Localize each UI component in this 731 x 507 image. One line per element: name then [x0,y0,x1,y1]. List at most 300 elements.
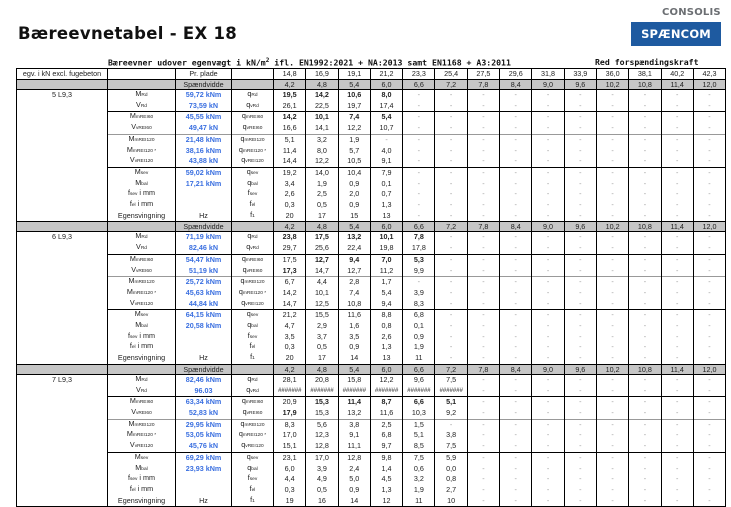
value-cell: - [467,310,499,321]
table-row [17,179,726,190]
value-cell: - [629,408,661,419]
header-value: 14,8 [274,69,306,80]
capacity-value: 20,58 kNm [176,321,232,332]
value-cell: 2,9 [306,321,338,332]
value-cell: 20 [274,353,306,364]
table-row [17,156,726,167]
row-label-sub: mREI60 [135,400,154,406]
value-cell: - [693,123,725,134]
value-cell: 2,4 [338,464,370,475]
row-label-main: Egensvingning [117,353,166,363]
value-cell: - [467,101,499,112]
row-label [108,496,176,507]
value-cell: - [596,408,628,419]
value-cell: - [596,156,628,167]
header-value: 21,2 [370,69,402,80]
row-label-main: M [135,89,142,98]
value-cell: - [596,474,628,485]
value-cell: 4,4 [306,277,338,288]
capacity-value: Hz [176,496,232,507]
value-cell: - [564,179,596,190]
value-cell: 10,1 [370,232,402,243]
q-label [232,179,274,190]
q-label-sub: sev [249,334,258,340]
capacity-value: 38,16 kNm [176,146,232,157]
value-cell: - [500,299,532,310]
value-cell: 3,2 [403,474,435,485]
value-cell: 1,9 [403,342,435,353]
span-value: 10,8 [629,222,661,232]
value-cell: - [596,288,628,299]
value-cell: - [500,288,532,299]
value-cell: - [564,474,596,485]
row-label [108,156,176,167]
span-value: 9,0 [532,222,564,232]
row-label-sub: bal [141,181,148,187]
span-row [17,80,726,90]
value-cell: - [629,232,661,243]
value-cell: - [467,342,499,353]
value-cell: - [661,123,693,134]
value-cell: 6,8 [370,430,402,441]
value-cell: 1,4 [370,464,402,475]
value-cell: - [693,485,725,496]
value-cell: 19,7 [338,101,370,112]
value-cell: - [532,123,564,134]
value-cell: - [661,441,693,452]
value-cell: - [693,397,725,408]
q-label [232,332,274,343]
value-cell: 5,6 [306,419,338,430]
q-label-sub: el [251,345,256,351]
value-cell: - [467,430,499,441]
capacity-value: 29,95 kNm [176,419,232,430]
section-blank [17,299,108,310]
value-cell: - [596,167,628,178]
value-cell: - [435,123,467,134]
value-cell: - [629,123,661,134]
q-label-sub: vRd [250,246,259,252]
value-cell: 19,5 [274,90,306,101]
section-name: 5 L9,3 [17,90,108,101]
value-cell: - [564,464,596,475]
capacity-value [176,332,232,343]
section-blank [17,266,108,277]
value-cell: - [500,167,532,178]
q-label [232,397,274,408]
value-cell: - [532,430,564,441]
value-cell: - [500,232,532,243]
row-label-tail: i mm [135,200,154,209]
span-label: Spændvidde [176,364,232,374]
q-label [232,441,274,452]
row-label [108,441,176,452]
value-cell: 22,4 [338,243,370,254]
value-cell: - [467,408,499,419]
value-cell: - [596,211,628,222]
value-cell: 5,0 [338,474,370,485]
value-cell: 7,5 [435,374,467,385]
q-label [232,342,274,353]
value-cell: - [661,353,693,364]
header-value: 16,9 [306,69,338,80]
value-cell: 12,2 [306,156,338,167]
value-cell: - [693,232,725,243]
q-label-sub: 1 [252,213,255,219]
value-cell: 11 [403,353,435,364]
value-cell: 0,9 [338,200,370,211]
row-label [108,397,176,408]
table-row [17,397,726,408]
section-blank [17,277,108,288]
span-value: 10,2 [596,222,628,232]
q-label [232,374,274,385]
value-cell: - [629,441,661,452]
value-cell: - [403,101,435,112]
value-cell: - [532,386,564,397]
q-label-sub: vREI120 [245,444,264,450]
value-cell: 26,1 [274,101,306,112]
section-blank [17,430,108,441]
q-label-main: q [247,374,252,383]
value-cell: - [532,211,564,222]
row-label-sub: Rd [140,388,147,394]
value-cell: - [403,123,435,134]
row-label-sub: vREI60 [136,268,152,274]
row-label [108,189,176,200]
value-cell: - [596,123,628,134]
row-label [108,374,176,385]
value-cell: 5,7 [338,146,370,157]
value-cell: - [500,266,532,277]
value-cell: 4,7 [274,321,306,332]
section-blank [17,419,108,430]
value-cell: 1,9 [403,485,435,496]
value-cell: - [629,332,661,343]
value-cell: - [693,299,725,310]
table-row [17,277,726,288]
q-label-sub: el [251,487,256,493]
q-label-main: f [249,200,252,209]
value-cell: 1,9 [338,134,370,145]
value-cell: - [661,266,693,277]
value-cell: 2,6 [274,189,306,200]
q-label [232,452,274,463]
row-label-main: V [136,100,141,109]
value-cell: ####### [435,386,467,397]
value-cell: 17,3 [274,266,306,277]
row-label-sub: mREI120 [134,280,155,286]
value-cell: - [661,200,693,211]
value-cell: - [435,146,467,157]
q-label-sub: bal [251,466,258,472]
row-label-sub: Rd [141,235,148,241]
value-cell: 0,6 [403,464,435,475]
value-cell: 15,3 [306,397,338,408]
value-cell: 10,5 [338,156,370,167]
q-label-main: q [241,254,246,263]
value-cell: - [661,332,693,343]
q-label-main: q [241,396,246,406]
value-cell: 5,1 [274,134,306,145]
value-cell: 0,5 [306,200,338,211]
span-value: 10,8 [629,364,661,374]
value-cell: 4,4 [274,474,306,485]
q-label-sub: sev [249,192,258,198]
q-label-main: q [241,441,246,450]
table-body [17,69,726,507]
table-row [17,452,726,463]
value-cell: 0,8 [370,321,402,332]
span-value: 9,6 [564,222,596,232]
span-value: 5,4 [338,80,370,90]
value-cell: 14,2 [274,112,306,123]
row-label [108,386,176,397]
value-cell: - [693,254,725,265]
capacity-value: 43,88 kN [176,156,232,167]
value-cell: - [596,342,628,353]
value-cell: - [693,464,725,475]
capacity-value [176,485,232,496]
span-value: 6,0 [370,80,402,90]
value-cell: - [629,211,661,222]
value-cell: - [661,397,693,408]
value-cell: - [661,419,693,430]
section-blank [17,464,108,475]
span-value: 4,8 [306,364,338,374]
value-cell: - [467,232,499,243]
value-cell: - [564,419,596,430]
span-blank [108,364,176,374]
value-cell: - [435,101,467,112]
row-label [108,321,176,332]
q-label-main: q [242,123,247,132]
value-cell: - [467,419,499,430]
value-cell: - [500,243,532,254]
value-cell: 17,0 [306,452,338,463]
section-blank [17,101,108,112]
value-cell: - [629,452,661,463]
q-label [232,496,274,507]
value-cell: - [467,123,499,134]
value-cell: - [629,254,661,265]
value-cell: - [467,167,499,178]
value-cell: 23,8 [274,232,306,243]
row-label-sub: el [131,487,136,493]
capacity-value: 44,84 kN [176,299,232,310]
value-cell: - [661,386,693,397]
value-cell: - [564,101,596,112]
value-cell: 15 [338,211,370,222]
value-cell: - [500,441,532,452]
value-cell: - [629,179,661,190]
value-cell: - [564,332,596,343]
table-row [17,288,726,299]
q-label [232,299,274,310]
value-cell: - [564,353,596,364]
span-value: 11,4 [661,364,693,374]
value-cell: - [564,146,596,157]
q-label-main: q [241,298,246,307]
span-value: 8,4 [500,364,532,374]
value-cell: - [500,90,532,101]
q-label-sub: mREI120 [242,290,263,296]
value-cell: 2,6 [370,332,402,343]
value-cell: - [500,485,532,496]
value-cell: - [403,134,435,145]
value-cell: - [532,321,564,332]
q-label-main: f [249,342,252,351]
value-cell: 4,5 [370,474,402,485]
value-cell: 16,6 [274,123,306,134]
row-label-sub: bal [141,466,148,472]
section-blank [17,397,108,408]
value-cell: 14 [338,496,370,507]
header-value: 27,5 [467,69,499,80]
row-label [108,101,176,112]
value-cell: 13,2 [338,408,370,419]
section-blank [17,332,108,343]
section-blank [17,200,108,211]
row-label [108,452,176,463]
value-cell: - [500,101,532,112]
value-cell: 17,0 [274,430,306,441]
value-cell: - [693,374,725,385]
table-row [17,342,726,353]
row-label-sub: vREI120 [134,301,154,307]
value-cell: - [467,452,499,463]
table-row [17,332,726,343]
value-cell: - [532,374,564,385]
value-cell: 17,5 [274,254,306,265]
value-cell: 7,5 [403,452,435,463]
value-cell: - [467,200,499,211]
value-cell: - [500,310,532,321]
row-label-tail: i mm [137,189,156,198]
value-cell: 7,8 [403,232,435,243]
value-cell: 1,9 [306,179,338,190]
value-cell: - [629,386,661,397]
value-cell: - [596,353,628,364]
row-label [108,112,176,123]
value-cell: - [564,134,596,145]
value-cell: - [532,134,564,145]
capacity-value: 69,29 kNm [176,452,232,463]
value-cell: - [532,353,564,364]
row-label-star: * [152,148,157,154]
header-value: 40,2 [661,69,693,80]
value-cell: 1,3 [370,342,402,353]
q-label [232,90,274,101]
q-label [232,101,274,112]
value-cell: 6,8 [403,310,435,321]
value-cell: - [693,167,725,178]
header-value: 38,1 [629,69,661,80]
q-label-sub: Rd [251,235,258,241]
value-cell: 1,7 [370,277,402,288]
value-cell: - [435,321,467,332]
value-cell: 22,5 [306,101,338,112]
value-cell: 12,8 [338,452,370,463]
q-label [232,408,274,419]
span-value: 7,8 [467,364,499,374]
table-subheading [108,57,511,68]
capacity-value: 96.03 [176,386,232,397]
value-cell: - [596,112,628,123]
row-label-main: M [129,111,136,121]
table-row [17,167,726,178]
value-cell: 3,5 [338,332,370,343]
row-label [108,200,176,211]
value-cell: 6,6 [403,397,435,408]
q-label [232,243,274,254]
q-label-main: q [247,231,252,241]
row-label-main: Egensvingning [117,495,166,505]
value-cell: ####### [338,386,370,397]
value-cell: 13 [370,353,402,364]
section-blank [17,211,108,222]
value-cell: 0,3 [274,485,306,496]
q-label-main: f [247,331,250,340]
value-cell: - [500,321,532,332]
value-cell: - [661,179,693,190]
subheading-pre: Bæreevner udover egenvægt i kN/m [108,57,266,68]
value-cell: - [467,332,499,343]
table-row [17,299,726,310]
span-label: Spændvidde [176,80,232,90]
value-cell: - [435,200,467,211]
capacity-value: 59,72 kNm [176,90,232,101]
capacity-value: 51,19 kN [176,266,232,277]
capacity-value: 45,76 kN [176,441,232,452]
value-cell: - [564,156,596,167]
value-cell: 0,9 [338,485,370,496]
value-cell: - [532,90,564,101]
value-cell: - [467,321,499,332]
row-label-sub: vREI120 [134,159,154,165]
value-cell: - [467,134,499,145]
value-cell: - [435,332,467,343]
value-cell: - [596,332,628,343]
q-label-sub: mREI120 [242,148,263,154]
value-cell: 0,1 [403,321,435,332]
value-cell: 15,8 [338,374,370,385]
span-blank [17,364,108,374]
value-cell: - [403,146,435,157]
row-label-main: M [135,463,142,472]
value-cell: - [467,299,499,310]
value-cell: 14 [338,353,370,364]
value-cell: - [435,419,467,430]
row-label-tail: i mm [137,331,156,340]
row-label [108,408,176,419]
value-cell: - [564,408,596,419]
row-label-sub: Rd [141,93,148,98]
value-cell: - [661,243,693,254]
value-cell: 10,8 [338,299,370,310]
row-label [108,485,176,496]
table-row [17,464,726,475]
value-cell: 9,9 [403,266,435,277]
section-blank [17,189,108,200]
q-label-sub: mREI60 [245,400,264,406]
row-label [108,146,176,157]
q-label-main: q [242,265,247,274]
value-cell: 3,2 [306,134,338,145]
value-cell: 13 [370,211,402,222]
value-cell: 1,5 [403,419,435,430]
table-row [17,211,726,222]
